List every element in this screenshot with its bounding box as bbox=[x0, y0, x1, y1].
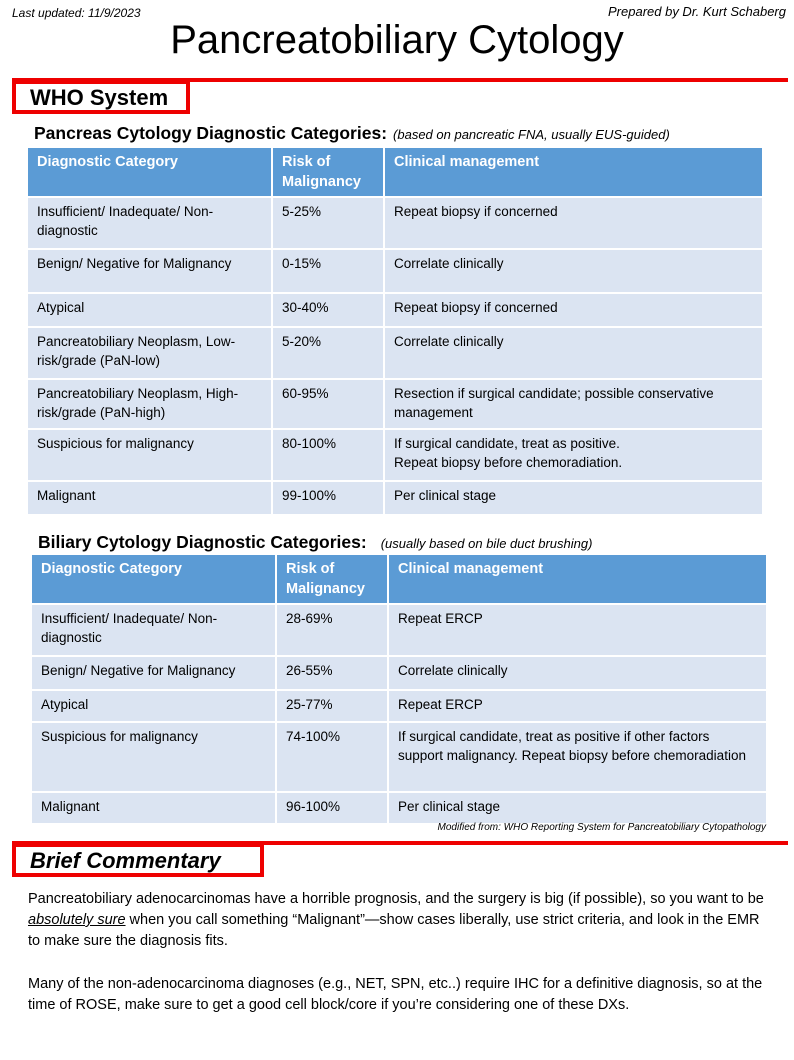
table-cell: Repeat ERCP bbox=[389, 691, 766, 721]
biliary-table bbox=[30, 553, 768, 825]
table-cell: Correlate clinically bbox=[385, 328, 762, 378]
table-row bbox=[28, 482, 762, 514]
table-cell: Atypical bbox=[28, 294, 271, 326]
table-cell: Repeat biopsy if concerned bbox=[385, 198, 762, 248]
p1-emphasis: absolutely sure bbox=[28, 912, 126, 928]
column-header: Risk of Malignancy bbox=[277, 555, 387, 603]
table-cell: Per clinical stage bbox=[385, 482, 762, 514]
table-cell: Benign/ Negative for Malignancy bbox=[32, 657, 275, 689]
table-row bbox=[28, 380, 762, 428]
pancreas-heading-text: Pancreas Cytology Diagnostic Categories: bbox=[34, 123, 388, 143]
table-cell: 74-100% bbox=[277, 723, 387, 791]
brief-commentary-label: Brief Commentary bbox=[12, 843, 264, 877]
table-row bbox=[28, 198, 762, 248]
table-cell: Correlate clinically bbox=[385, 250, 762, 292]
table-cell: Per clinical stage bbox=[389, 793, 766, 823]
table-cell: Insufficient/ Inadequate/ Non-diagnostic bbox=[32, 605, 275, 655]
table-cell: 5-20% bbox=[273, 328, 383, 378]
table-cell: Pancreatobiliary Neoplasm, High-risk/grade (PaN-high) bbox=[28, 380, 271, 428]
p1-text-end: when you call something “Malignant”—show cases liberally, use strict criteria, and look in the EMR to make sure the diagnosis fits. bbox=[28, 912, 760, 949]
table-cell: Benign/ Negative for Malignancy bbox=[28, 250, 271, 292]
table-cell: 0-15% bbox=[273, 250, 383, 292]
table-cell: 96-100% bbox=[277, 793, 387, 823]
table-cell: Malignant bbox=[28, 482, 271, 514]
table-row bbox=[28, 328, 762, 378]
table-row bbox=[32, 793, 766, 823]
table-cell: Atypical bbox=[32, 691, 275, 721]
column-header: Diagnostic Category bbox=[32, 555, 275, 603]
table-row bbox=[32, 605, 766, 655]
table-cell: Correlate clinically bbox=[389, 657, 766, 689]
table-cell: 99-100% bbox=[273, 482, 383, 514]
table-cell: Repeat biopsy if concerned bbox=[385, 294, 762, 326]
table-cell: Resection if surgical candidate; possible conservative management bbox=[385, 380, 762, 428]
table-cell: 26-55% bbox=[277, 657, 387, 689]
biliary-heading-text: Biliary Cytology Diagnostic Categories: bbox=[38, 532, 367, 552]
last-updated: Last updated: 11/9/2023 bbox=[12, 6, 141, 20]
table-cell: 30-40% bbox=[273, 294, 383, 326]
table-cell: 60-95% bbox=[273, 380, 383, 428]
pancreas-table bbox=[26, 146, 764, 516]
biliary-table-body bbox=[32, 605, 766, 823]
table-row bbox=[28, 250, 762, 292]
column-header: Diagnostic Category bbox=[28, 148, 271, 196]
table-cell: 80-100% bbox=[273, 430, 383, 480]
pancreas-note: (based on pancreatic FNA, usually EUS-guided) bbox=[393, 127, 670, 142]
table-cell: Malignant bbox=[32, 793, 275, 823]
pancreas-heading bbox=[34, 123, 670, 144]
table-row bbox=[32, 657, 766, 689]
who-system-label: WHO System bbox=[12, 80, 190, 114]
source-citation: Modified from: WHO Reporting System for Pancreatobiliary Cytopathology bbox=[437, 822, 766, 833]
table-row bbox=[32, 691, 766, 721]
table-cell: Insufficient/ Inadequate/ Non-diagnostic bbox=[28, 198, 271, 248]
biliary-note: (usually based on bile duct brushing) bbox=[380, 536, 593, 551]
column-header: Clinical management bbox=[385, 148, 762, 196]
table-cell: Pancreatobiliary Neoplasm, Low-risk/grade (PaN-low) bbox=[28, 328, 271, 378]
table-cell: If surgical candidate, treat as positive if other factors support malignancy. Repeat biopsy before chemoradiation bbox=[389, 723, 766, 791]
table-cell: Suspicious for malignancy bbox=[28, 430, 271, 480]
table-row bbox=[28, 430, 762, 480]
p1-text: Pancreatobiliary adenocarcinomas have a horrible prognosis, and the surgery is big (if possible), so you want to be bbox=[28, 891, 764, 907]
table-row bbox=[28, 294, 762, 326]
table-cell: Suspicious for malignancy bbox=[32, 723, 275, 791]
table-cell: Repeat ERCP bbox=[389, 605, 766, 655]
table-cell: 5-25% bbox=[273, 198, 383, 248]
column-header: Clinical management bbox=[389, 555, 766, 603]
commentary-paragraph-1 bbox=[28, 889, 768, 952]
table-cell: If surgical candidate, treat as positive. Repeat biopsy before chemoradiation. bbox=[385, 430, 762, 480]
pancreas-table-body bbox=[28, 198, 762, 514]
biliary-heading bbox=[38, 532, 592, 553]
page-title: Pancreatobiliary Cytology bbox=[170, 18, 624, 62]
table-cell: 28-69% bbox=[277, 605, 387, 655]
prepared-by: Prepared by Dr. Kurt Schaberg bbox=[608, 4, 786, 19]
column-header: Risk of Malignancy bbox=[273, 148, 383, 196]
table-row bbox=[32, 723, 766, 791]
commentary-paragraph-2: Many of the non-adenocarcinoma diagnoses (e.g., NET, SPN, etc..) require IHC for a definitive diagnosis, so at the time of ROSE, make sure to get a good cell block/core if you’re considering one of these DXs. bbox=[28, 976, 763, 1013]
table-cell: 25-77% bbox=[277, 691, 387, 721]
